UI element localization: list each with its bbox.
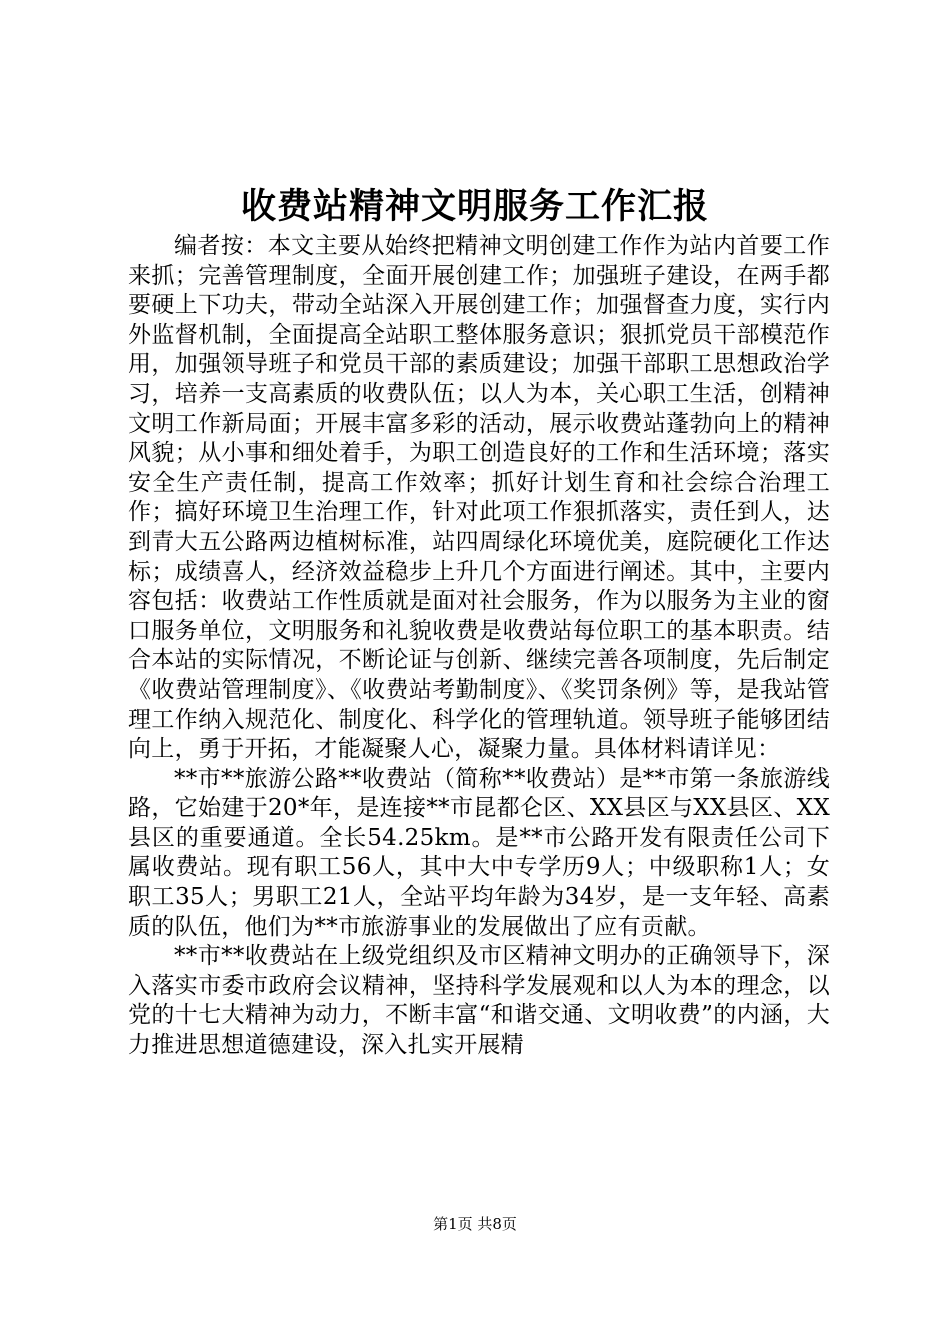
document-title: 收费站精神文明服务工作汇报	[240, 187, 709, 227]
page-number-footer: 第1页 共8页	[433, 1215, 517, 1233]
paragraph-leadership: **市**收费站在上级党组织及市区精神文明办的正确领导下，深入落实市委市政府会议精神，坚持科学发展观和以人为本的理念，以党的十七大精神为动力，不断丰富“和谐交通、文明收费”的内涵，大力推进思想道德建设，深入扎实开展精	[128, 943, 830, 1059]
paragraph-station-intro: **市**旅游公路**收费站（简称**收费站）是**市第一条旅游线路，它始建于20*年，是连接**市昆都仑区、XX县区与XX县区、XX县区的重要通道。全长54.25km。是**市公路开发有限责任公司下属收费站。现有职工56人，其中大中专学历9人；中级职称1人；女职工35人；男职工21人，全站平均年龄为34岁，是一支年轻、高素质的队伍，他们为**市旅游事业的发展做出了应有贡献。	[128, 765, 830, 940]
document-body	[128, 232, 830, 1061]
paragraph-editor-note: 编者按：本文主要从始终把精神文明创建工作作为站内首要工作来抓；完善管理制度，全面开展创建工作；加强班子建设，在两手都要硬上下功夫，带动全站深入开展创建工作；加强督查力度，实行内外监督机制，全面提高全站职工整体服务意识；狠抓党员干部模范作用，加强领导班子和党员干部的素质建设；加强干部职工思想政治学习，培养一支高素质的收费队伍；以人为本，关心职工生活，创精神文明工作新局面；开展丰富多彩的活动，展示收费站蓬勃向上的精神风貌；从小事和细处着手，为职工创造良好的工作和生活环境；落实安全生产责任制，提高工作效率；抓好计划生育和社会综合治理工作；搞好环境卫生治理工作，针对此项工作狠抓落实，责任到人，达到青大五公路两边植树标准，站四周绿化环境优美，庭院硬化工作达标；成绩喜人，经济效益稳步上升几个方面进行阐述。其中，主要内容包括：收费站工作性质就是面对社会服务，作为以服务为主业的窗口服务单位，文明服务和礼貌收费是收费站每位职工的基本职责。结合本站的实际情况，不断论证与创新、继续完善各项制度，先后制定《收费站管理制度》、《收费站考勤制度》、《奖罚条例》等，是我站管理工作纳入规范化、制度化、科学化的管理轨道。领导班子能够团结向上，勇于开拓，才能凝聚人心，凝聚力量。具体材料请详见：	[128, 233, 830, 763]
